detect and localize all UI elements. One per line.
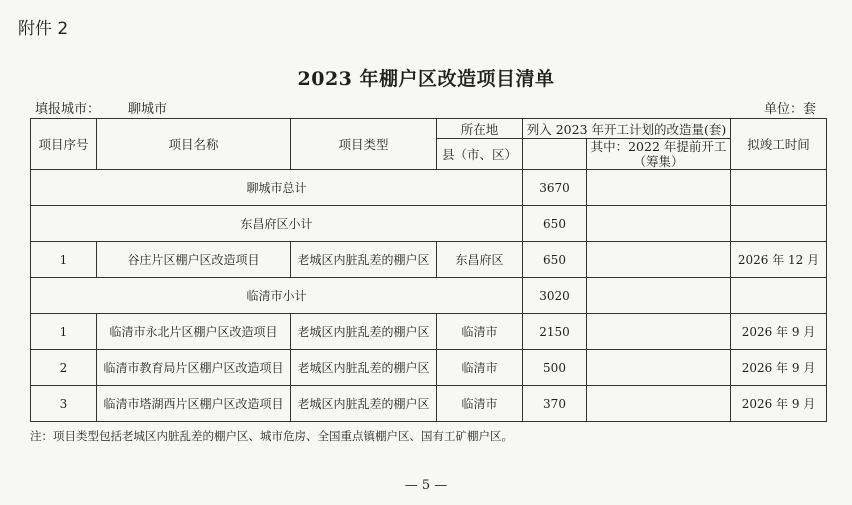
table-row — [31, 386, 827, 422]
header-location: 所在地 — [437, 119, 523, 139]
cell-completion: 2026 年 9 月 — [731, 314, 827, 350]
cell-advance — [587, 242, 731, 278]
total-label: 聊城市总计 — [31, 170, 523, 206]
table-row-subtotal — [31, 278, 827, 314]
subtotal-qty: 3020 — [523, 278, 587, 314]
cell-completion: 2026 年 12 月 — [731, 242, 827, 278]
page-number: — 5 — — [404, 478, 448, 493]
cell-seq: 1 — [31, 242, 97, 278]
footnote: 注：项目类型包括老城区内脏乱差的棚户区、城市危房、全国重点镇棚户区、国有工矿棚户区。 — [30, 429, 513, 443]
cell-type: 老城区内脏乱差的棚户区 — [291, 314, 437, 350]
subtotal-label: 临清市小计 — [31, 278, 523, 314]
table-row — [31, 314, 827, 350]
cell-completion: 2026 年 9 月 — [731, 386, 827, 422]
cell-advance — [587, 314, 731, 350]
cell-qty: 500 — [523, 350, 587, 386]
header-county: 县（市、区） — [437, 139, 523, 170]
cell-completion: 2026 年 9 月 — [731, 350, 827, 386]
cell-type: 老城区内脏乱差的棚户区 — [291, 242, 437, 278]
cell-qty: 650 — [523, 242, 587, 278]
header-advance: 其中：2022 年提前开工（筹集） — [587, 139, 731, 170]
header-name: 项目名称 — [97, 119, 291, 170]
cell-name: 临清市塔湖西片区棚户区改造项目 — [97, 386, 291, 422]
table-row-subtotal — [31, 206, 827, 242]
subtotal-label: 东昌府区小计 — [31, 206, 523, 242]
header-planned: 列入 2023 年开工计划的改造量(套) — [523, 119, 731, 139]
cell-county: 临清市 — [437, 314, 523, 350]
cell-county: 东昌府区 — [437, 242, 523, 278]
total-advance — [587, 170, 731, 206]
cell-county: 临清市 — [437, 350, 523, 386]
attachment-label: 附件 2 — [18, 19, 69, 39]
header-completion: 拟竣工时间 — [731, 119, 827, 170]
total-qty: 3670 — [523, 170, 587, 206]
project-table — [30, 118, 827, 422]
header-planned-blank — [523, 139, 587, 170]
cell-seq: 1 — [31, 314, 97, 350]
cell-qty: 2150 — [523, 314, 587, 350]
page-title: 2023 年棚户区改造项目清单 — [297, 68, 555, 90]
subtotal-qty: 650 — [523, 206, 587, 242]
cell-county: 临清市 — [437, 386, 523, 422]
cell-advance — [587, 350, 731, 386]
subtotal-advance — [587, 278, 731, 314]
table-row — [31, 242, 827, 278]
table-row-total — [31, 170, 827, 206]
cell-advance — [587, 386, 731, 422]
fill-city-line — [35, 98, 167, 117]
subtotal-completion — [731, 278, 827, 314]
unit-label: 单位：套 — [763, 102, 816, 117]
cell-seq: 2 — [31, 350, 97, 386]
subtotal-completion — [731, 206, 827, 242]
header-seq: 项目序号 — [31, 119, 97, 170]
cell-qty: 370 — [523, 386, 587, 422]
cell-name: 谷庄片区棚户区改造项目 — [97, 242, 291, 278]
cell-name: 临清市永北片区棚户区改造项目 — [97, 314, 291, 350]
cell-name: 临清市教育局片区棚户区改造项目 — [97, 350, 291, 386]
fill-city-value: 聊城市 — [128, 102, 168, 117]
cell-type: 老城区内脏乱差的棚户区 — [291, 350, 437, 386]
table-row — [31, 350, 827, 386]
total-completion — [731, 170, 827, 206]
fill-city-label: 填报城市： — [35, 102, 101, 117]
header-type: 项目类型 — [291, 119, 437, 170]
cell-type: 老城区内脏乱差的棚户区 — [291, 386, 437, 422]
subtotal-advance — [587, 206, 731, 242]
cell-seq: 3 — [31, 386, 97, 422]
